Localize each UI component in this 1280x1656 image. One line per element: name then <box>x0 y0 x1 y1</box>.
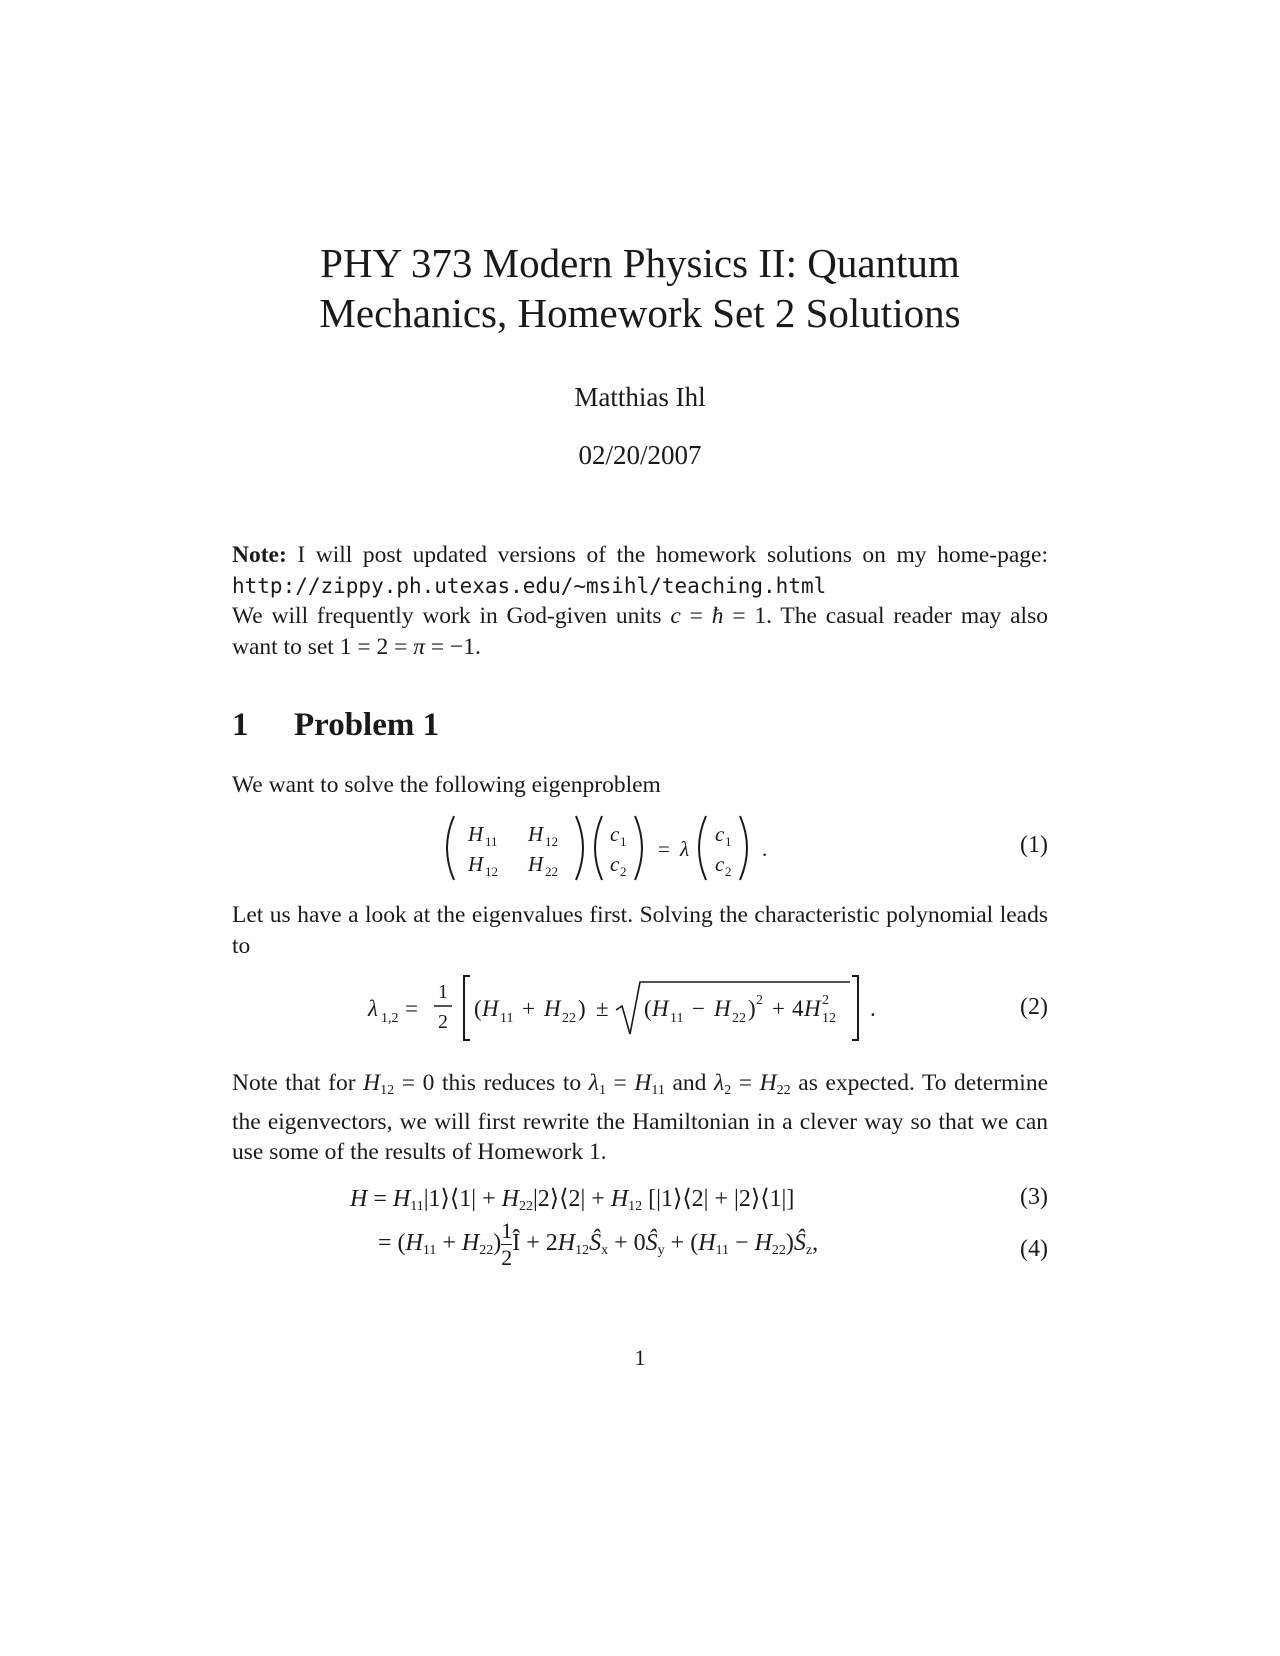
svg-text:(: ( <box>644 996 652 1021</box>
svg-text:λ: λ <box>368 996 378 1021</box>
svg-text:1: 1 <box>725 834 732 849</box>
units-text-a: We will frequently work in God-given units <box>232 603 662 629</box>
homepage-link[interactable]: http://zippy.ph.utexas.edu/~msihl/teaching.html <box>232 573 827 598</box>
svg-text:H: H <box>468 852 484 876</box>
svg-text:2: 2 <box>822 993 829 1008</box>
section-number: 1 <box>232 707 249 743</box>
svg-text:2: 2 <box>438 1011 448 1033</box>
svg-text:22: 22 <box>545 864 558 879</box>
svg-text:1: 1 <box>620 834 627 849</box>
equation-label-1: (1) <box>1020 832 1048 858</box>
svg-text:(: ( <box>474 996 482 1021</box>
svg-text:H: H <box>468 822 484 846</box>
svg-text:=: = <box>405 996 418 1021</box>
page-number: 1 <box>634 1345 646 1370</box>
units-text-b: The casual reader may also want to set <box>232 603 1048 660</box>
section-title: Problem 1 <box>294 707 440 743</box>
svg-text:H: H <box>714 996 731 1021</box>
svg-text:c: c <box>715 852 725 876</box>
svg-text:H: H <box>544 996 561 1021</box>
equation-2 <box>360 968 920 1048</box>
svg-text:11: 11 <box>670 1011 684 1026</box>
title-line-2: Mechanics, Homework Set 2 Solutions <box>319 290 961 336</box>
svg-text:c: c <box>715 822 725 846</box>
svg-text:4: 4 <box>792 996 804 1021</box>
svg-text:.: . <box>762 837 768 861</box>
svg-text:H: H <box>804 996 821 1021</box>
author: Matthias Ihl <box>574 382 706 412</box>
svg-text:H: H <box>482 996 499 1021</box>
svg-text:H: H <box>652 996 669 1021</box>
section-heading <box>232 707 439 744</box>
svg-text:−: − <box>692 996 705 1021</box>
svg-text:2: 2 <box>725 864 732 879</box>
note-text: I will post updated versions of the homework solutions on my home-page: <box>297 542 1049 568</box>
svg-text:): ) <box>748 996 756 1021</box>
svg-text:c: c <box>610 852 620 876</box>
equation-label-4: (4) <box>1020 1236 1048 1262</box>
note-label: Note: <box>232 542 287 568</box>
svg-text:1,2: 1,2 <box>381 1011 399 1026</box>
svg-text:±: ± <box>596 996 609 1021</box>
paper-title <box>230 238 1050 338</box>
svg-text:11: 11 <box>485 834 498 849</box>
svg-text:1: 1 <box>438 981 448 1003</box>
svg-text:12: 12 <box>545 834 558 849</box>
equation-label-2: (2) <box>1020 994 1048 1020</box>
note-paragraph: Note: I will post updated versions of the homework solutions on my home-page: http://zippy.ph.utexas.edu/~msihl/teaching.html We will frequently work in God-given units c = ħ = 1. The casual reader may also want to set 1 = 2 = π = −1. <box>232 542 1049 660</box>
equation-label-3: (3) <box>1020 1184 1048 1210</box>
svg-text:.: . <box>870 996 876 1021</box>
svg-text:11: 11 <box>500 1011 514 1026</box>
date: 02/20/2007 <box>578 440 702 470</box>
svg-text:12: 12 <box>485 864 498 879</box>
svg-text:2: 2 <box>756 993 763 1008</box>
note-eigenvector-paragraph: Note that for $H_{12} = 0$ this reduces to $\lambda_1 = H_{11}$ and $\lambda_2 = H_{22}$ as expected. To determine the eigenvectors, we will first rewrite the Hamiltonian in a clever way so that we can use some of the results of Homework 1. <box>232 1070 1049 1165</box>
svg-text:+: + <box>522 996 535 1021</box>
svg-text:λ: λ <box>680 837 690 861</box>
eigenvalue-paragraph: Let us have a look at the eigenvalues first. Solving the characteristic polynomial leads to <box>232 902 1048 959</box>
note2-a: Note that for <box>232 1070 356 1096</box>
svg-text:): ) <box>578 996 586 1021</box>
intro-paragraph: We want to solve the following eigenproblem <box>232 772 661 798</box>
svg-text:=: = <box>658 837 670 861</box>
svg-text:+: + <box>772 996 785 1021</box>
svg-text:2: 2 <box>620 864 627 879</box>
title-line-1: PHY 373 Modern Physics II: Quantum <box>320 240 960 286</box>
note2-b: this reduces to <box>441 1070 582 1096</box>
svg-text:12: 12 <box>822 1011 836 1026</box>
svg-text:c: c <box>610 822 620 846</box>
svg-text:22: 22 <box>562 1011 576 1026</box>
svg-text:22: 22 <box>732 1011 746 1026</box>
note2-c: as expected. To determine the eigenvectors, we will first rewrite the Hamiltonian in a clever way so that we can use some of the results of Homework 1. <box>232 1070 1049 1165</box>
equation-4: = $(H_{11} + H_{22})$ $\frac{1}{2}$ Î + $2H_{12}Ŝ_x$ + $0Ŝ_y + (H_{11}$ − $H_{22})Ŝ_z$, <box>378 1218 819 1270</box>
svg-text:H: H <box>528 822 544 846</box>
equation-1 <box>440 808 840 888</box>
svg-text:H: H <box>528 852 544 876</box>
equation-3: $H = H_{11}|1⟩⟨1|$ + $H_{22}|2⟩⟨2| + H_{12}$ [|1⟩⟨2| + |2⟩⟨1|] <box>350 1186 795 1214</box>
